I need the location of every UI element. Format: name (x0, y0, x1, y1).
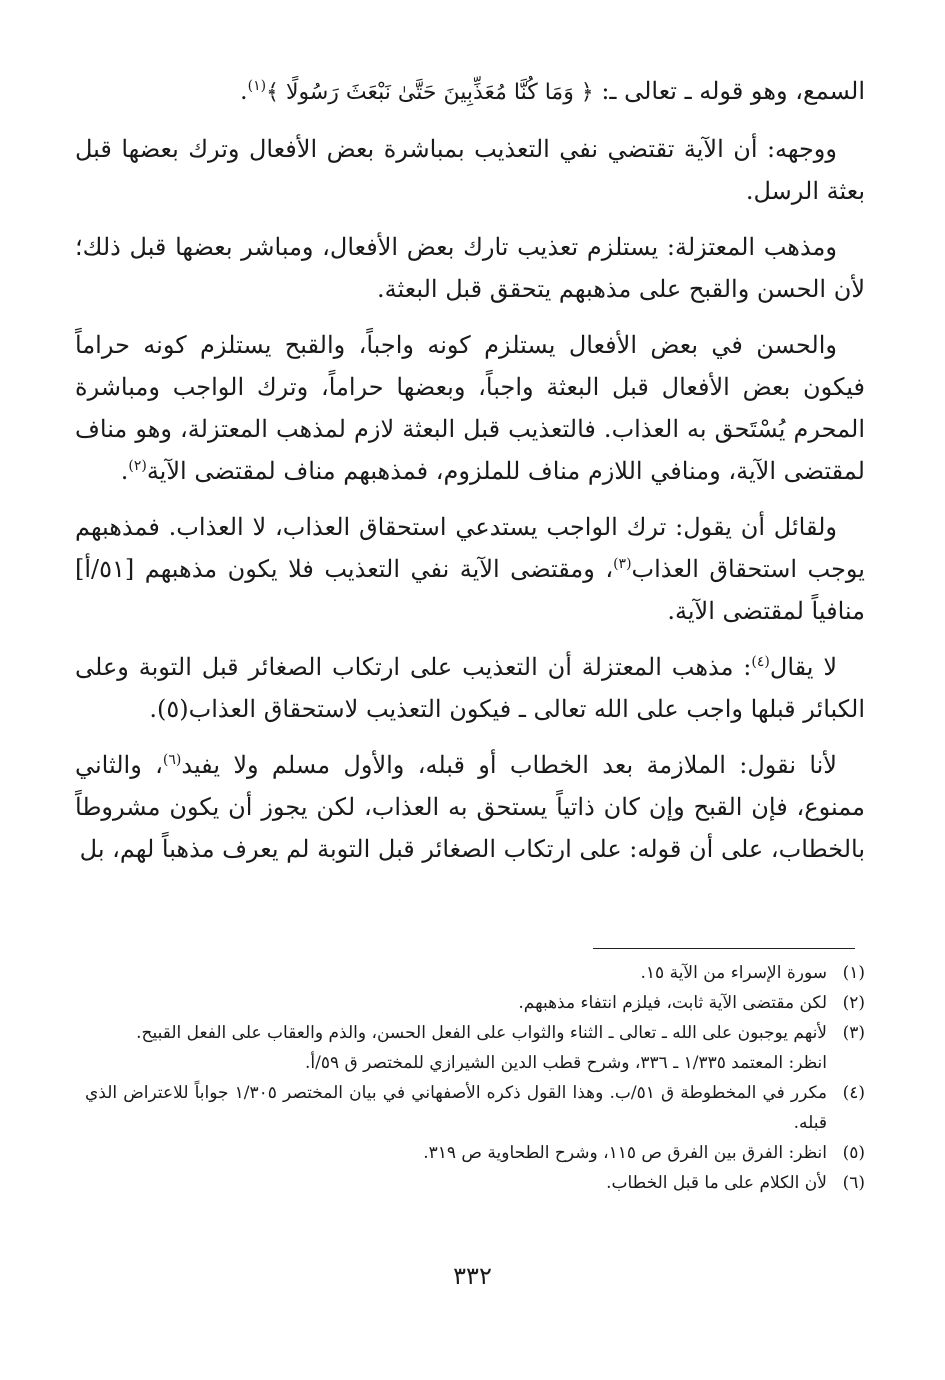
paragraph-4 (75, 324, 865, 492)
footnote-number: (٢) (842, 993, 865, 1013)
paragraph-text: ومذهب المعتزلة: يستلزم تعذيب تارك بعض الأفعال، ومباشر بعضها قبل ذلك؛ لأن الحسن والقبح على مذهبهم يتحقق قبل البعثة. (75, 233, 865, 303)
paragraph-2 (75, 128, 865, 212)
footnote-ref: (٦) (162, 752, 182, 768)
footnote-divider (593, 948, 855, 949)
paragraph-text: السمع، وهو قوله ـ تعالى ـ: (593, 77, 865, 105)
paragraph-5 (75, 506, 865, 632)
footnote-text (85, 1168, 827, 1198)
footnote-3 (85, 1018, 865, 1078)
paragraph-6 (75, 646, 865, 730)
footnote-text (85, 1138, 827, 1168)
paragraph-text: لا يقال (769, 653, 838, 681)
footnote-text (85, 1018, 827, 1078)
footnote-text (85, 958, 827, 988)
footnote-ref: (٤) (751, 654, 770, 670)
paragraph-text: . (239, 77, 248, 105)
footnote-ref: (٣) (613, 556, 632, 572)
footnote-6 (85, 1168, 865, 1198)
paragraph-text: ، والثاني ممنوع، فإن القبح وإن كان ذاتياً يستحق به العذاب، لكن يجوز أن يكون مشروطاً بالخطاب، على أن قوله: على ارتكاب الصغائر قبل التوبة لم يعرف مذهباً لهم، بل (75, 751, 865, 863)
footnote-4 (85, 1078, 865, 1138)
footnote-line: مكرر في المخطوطة ق ٥١/ب. وهذا القول ذكره الأصفهاني في بيان المختصر ١/٣٠٥ جواباً للاعتراض الذي قبله. (85, 1083, 827, 1133)
paragraph-text: ووجهه: أن الآية تقتضي نفي التعذيب بمباشرة بعض الأفعال وترك بعضها قبل بعثة الرسل. (75, 135, 865, 205)
footnote-line: لأنهم يوجبون على الله ـ تعالى ـ الثناء والثواب على الفعل الحسن، والذم والعقاب على الفعل القبيح. (136, 1023, 827, 1043)
paragraph-1 (75, 70, 865, 114)
paragraph-text: والحسن في بعض الأفعال يستلزم كونه واجباً، والقبح يستلزم كونه حراماً فيكون بعض الأفعال قبل البعثة واجباً، وبعضها حراماً، وترك الواجب ومباشرة المحرم يُسْتَحق به العذاب. فالتعذيب قبل البعثة لازم لمذهب المعتزلة، وهو مناف لمقتضى الآية، ومنافي اللازم مناف للملزوم، فمذهبهم مناف لمقتضى الآية (75, 331, 865, 485)
footnotes (85, 958, 865, 1198)
footnote-line: انظر: المعتمد ١/٣٣٥ ـ ٣٣٦، وشرح قطب الدين الشيرازي للمختصر ق ٥٩/أ. (305, 1053, 827, 1073)
paragraph-text: ولقائل أن يقول: ترك الواجب يستدعي استحقاق العذاب، لا العذاب. فمذهبهم يوجب استحقاق العذاب (75, 513, 865, 583)
page-number: ٣٣٢ (453, 1262, 492, 1290)
footnote-line: سورة الإسراء من الآية ١٥. (640, 963, 827, 983)
paragraph-7 (75, 744, 865, 870)
footnote-text (85, 988, 827, 1018)
footnote-1 (85, 958, 865, 988)
footnote-number: (٦) (842, 1173, 865, 1193)
footnote-number: (٣) (842, 1023, 865, 1043)
footnote-2 (85, 988, 865, 1018)
main-text (75, 70, 865, 884)
footnote-number: (٤) (842, 1083, 865, 1103)
paragraph-text: ، ومقتضى الآية نفي التعذيب فلا يكون مذهبهم [٥١/أ] منافياً لمقتضى الآية. (75, 555, 865, 625)
paragraph-text: : مذهب المعتزلة أن التعذيب على ارتكاب الصغائر قبل التوبة وعلى الكبائر قبلها واجب على الله تعالى ـ فيكون التعذيب لاستحقاق العذاب(٥). (75, 653, 865, 723)
quran-verse: ﴿ وَمَا كُنَّا مُعَذِّبِينَ حَتَّىٰ نَبْعَثَ رَسُولًا ﴾ (266, 80, 594, 105)
footnote-line: انظر: الفرق بين الفرق ص ١١٥، وشرح الطحاوية ص ٣١٩. (423, 1143, 827, 1163)
footnote-ref: (٢) (128, 458, 147, 474)
footnote-number: (١) (842, 963, 865, 983)
footnote-text (85, 1078, 827, 1138)
paragraph-3 (75, 226, 865, 310)
paragraph-text: . (120, 457, 129, 485)
footnote-number: (٥) (842, 1143, 865, 1163)
footnote-ref: (١) (247, 78, 267, 94)
footnote-line: لأن الكلام على ما قبل الخطاب. (606, 1173, 827, 1193)
footnote-line: لكن مقتضى الآية ثابت، فيلزم انتفاء مذهبهم. (518, 993, 827, 1013)
footnote-5 (85, 1138, 865, 1168)
paragraph-text: لأنا نقول: الملازمة بعد الخطاب أو قبله، والأول مسلم ولا يفيد (181, 751, 837, 779)
